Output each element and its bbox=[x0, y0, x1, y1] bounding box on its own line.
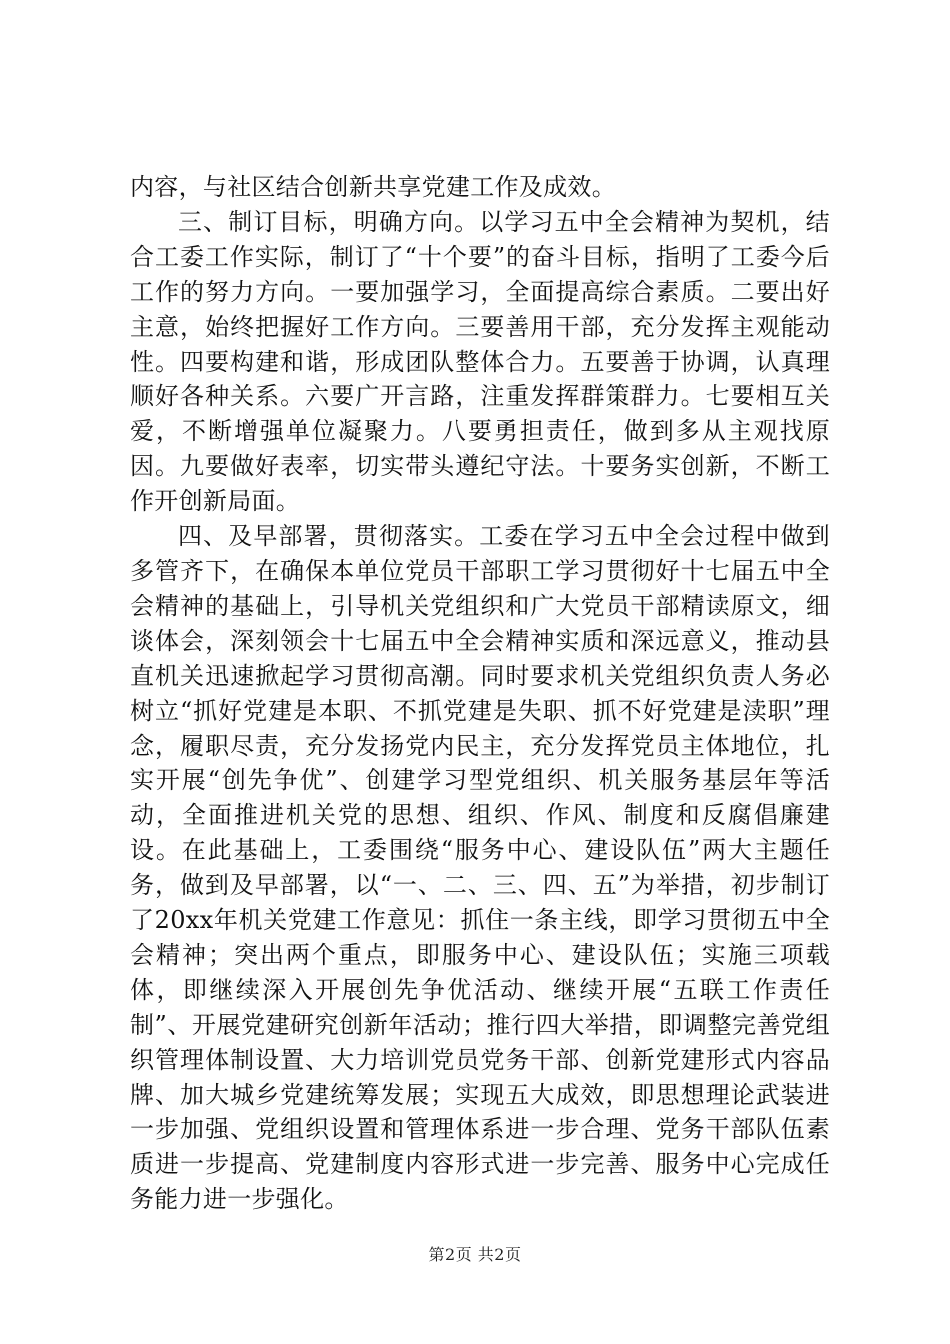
paragraph-section-four: 四、及早部署，贯彻落实。工委在学习五中全会过程中做到多管齐下，在确保本单位党员干部职工学习贯彻好十七届五中全会精神的基础上，引导机关党组织和广大党员干部精读原文，细谈体会，深刻领会十七届五中全会精神实质和深远意义，推动县直机关迅速掀起学习贯彻高潮。同时要求机关党组织负责人务必树立“抓好党建是本职、不抓党建是失职、抓不好党建是渎职”理念，履职尽责，充分发扬党内民主，充分发挥党员主体地位，扎实开展“创先争优”、创建学习型党组织、机关服务基层年等活动，全面推进机关党的思想、组织、作风、制度和反腐倡廉建设。在此基础上，工委围绕“服务中心、建设队伍”两大主题任务，做到及早部署，以“一、二、三、四、五”为举措，初步制订了20xx年机关党建工作意见：抓住一条主线，即学习贯彻五中全会精神；突出两个重点，即服务中心、建设队伍；实施三项载体，即继续深入开展创先争优活动、继续开展“五联工作责任制”、开展党建研究创新年活动；推行四大举措，即调整完善党组织管理体制设置、大力培训党员党务干部、创新党建形式内容品牌、加大城乡党建统筹发展；实现五大成效，即思想理论武装进一步加强、党组织设置和管理体系进一步合理、党务干部队伍素质进一步提高、党建制度内容形式进一步完善、服务中心完成任务能力进一步强化。 bbox=[130, 522, 830, 1214]
document-body bbox=[130, 170, 830, 1217]
page-number-footer: 第2页 共2页 bbox=[428, 1245, 522, 1264]
paragraph-section-three: 三、制订目标，明确方向。以学习五中全会精神为契机，结合工委工作实际，制订了“十个要”的奋斗目标，指明了工委今后工作的努力方向。一要加强学习，全面提高综合素质。二要出好主意，始终把握好工作方向。三要善用干部，充分发挥主观能动性。四要构建和谐，形成团队整体合力。五要善于协调，认真理顺好各种关系。六要广开言路，注重发挥群策群力。七要相互关爱，不断增强单位凝聚力。八要勇担责任，做到多从主观找原因。九要做好表率，切实带头遵纪守法。十要务实创新，不断工作开创新局面。 bbox=[130, 207, 830, 516]
paragraph-continuation: 内容，与社区结合创新共享党建工作及成效。 bbox=[130, 173, 616, 201]
